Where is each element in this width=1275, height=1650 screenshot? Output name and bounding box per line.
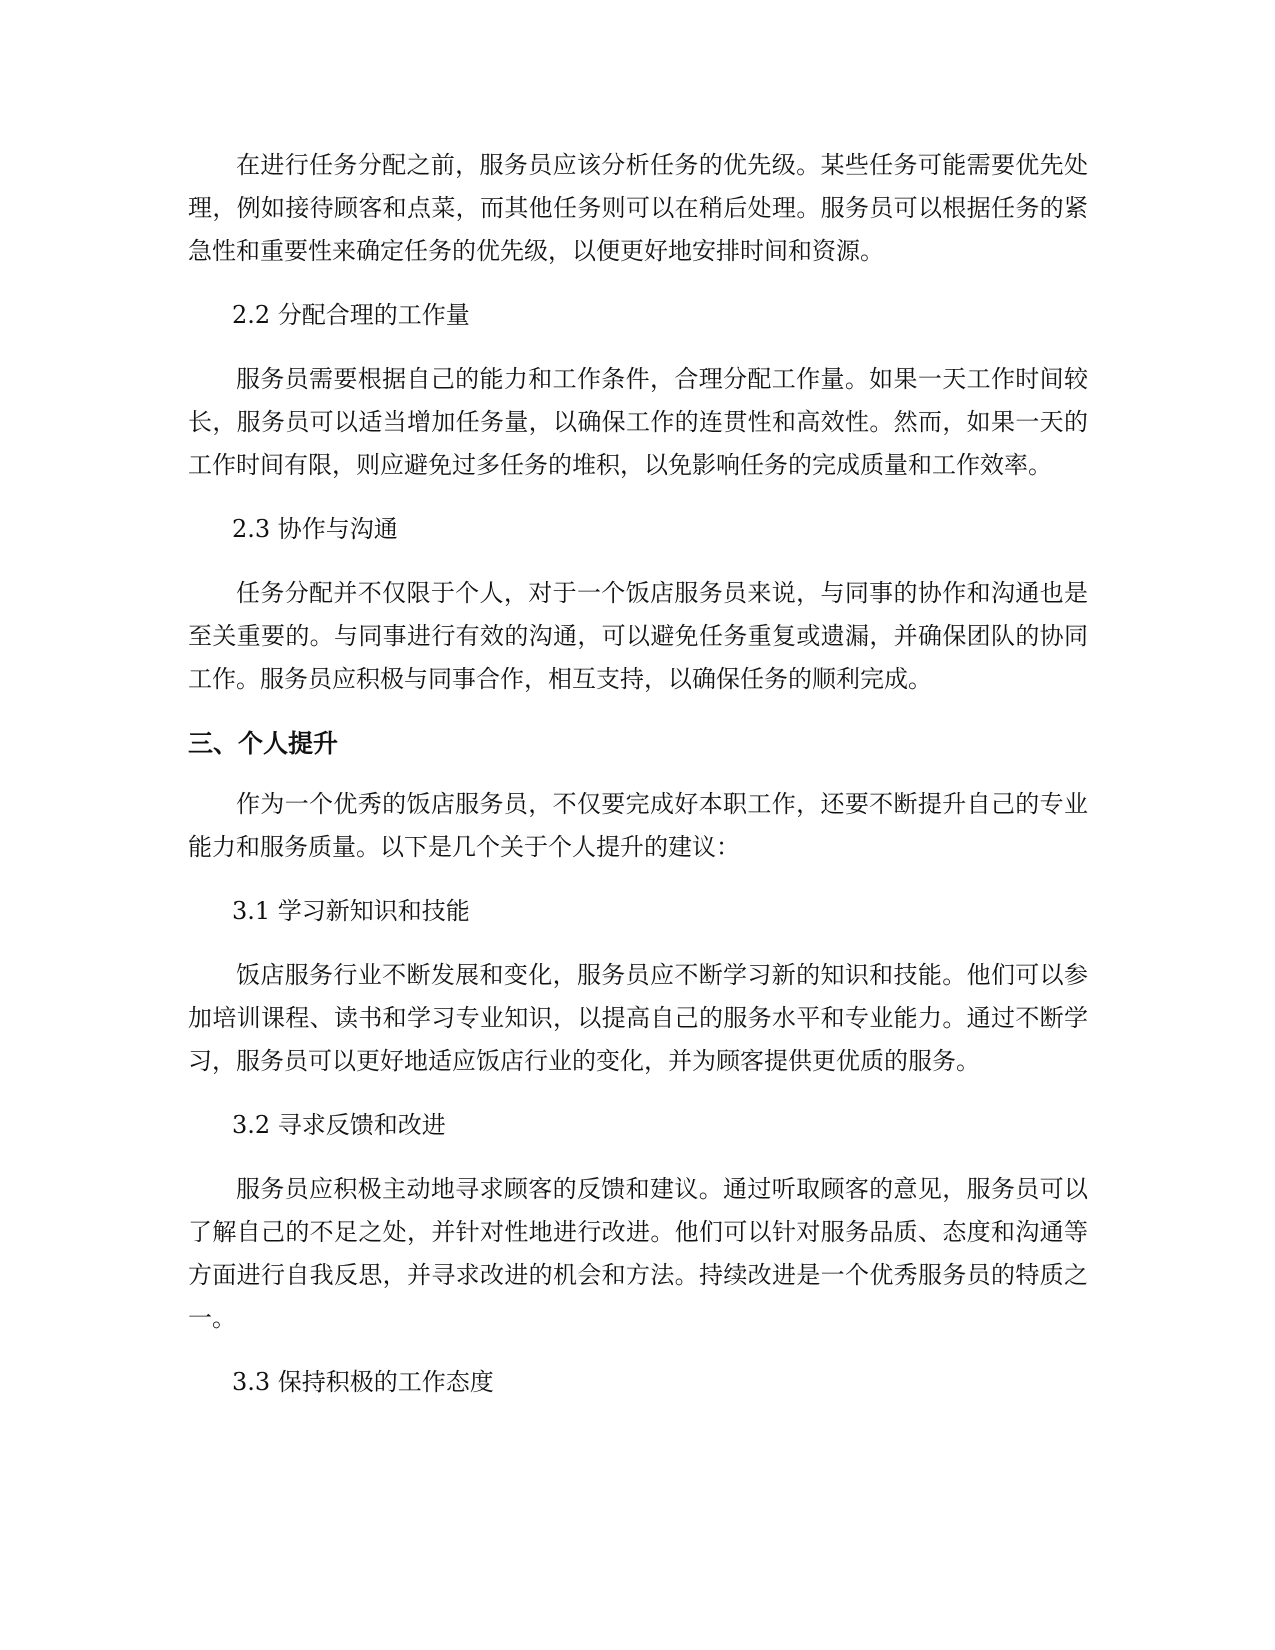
document-body: [188, 144, 1088, 1425]
paragraph-personal-growth-intro: 作为一个优秀的饭店服务员，不仅要完成好本职工作，还要不断提升自己的专业能力和服务质量。以下是几个关于个人提升的建议：: [188, 790, 1088, 861]
paragraph-workload: 服务员需要根据自己的能力和工作条件，合理分配工作量。如果一天工作时间较长，服务员可以适当增加任务量，以确保工作的连贯性和高效性。然而，如果一天的工作时间有限，则应避免过多任务的堆积，以免影响任务的完成质量和工作效率。: [188, 365, 1088, 479]
subheading-2-2: 2.2 分配合理的工作量: [232, 301, 470, 329]
subheading-3-3: 3.3 保持积极的工作态度: [232, 1368, 494, 1396]
paragraph-task-priority: 在进行任务分配之前，服务员应该分析任务的优先级。某些任务可能需要优先处理，例如接待顾客和点菜，而其他任务则可以在稍后处理。服务员可以根据任务的紧急性和重要性来确定任务的优先级，以便更好地安排时间和资源。: [188, 151, 1088, 265]
paragraph-learning: 饭店服务行业不断发展和变化，服务员应不断学习新的知识和技能。他们可以参加培训课程、读书和学习专业知识，以提高自己的服务水平和专业能力。通过不断学习，服务员可以更好地适应饭店行业的变化，并为顾客提供更优质的服务。: [188, 961, 1088, 1075]
paragraph-feedback: 服务员应积极主动地寻求顾客的反馈和建议。通过听取顾客的意见，服务员可以了解自己的不足之处，并针对性地进行改进。他们可以针对服务品质、态度和沟通等方面进行自我反思，并寻求改进的机会和方法。持续改进是一个优秀服务员的特质之一。: [188, 1175, 1088, 1332]
subheading-3-1: 3.1 学习新知识和技能: [232, 897, 470, 925]
subheading-2-3: 2.3 协作与沟通: [232, 515, 398, 543]
subheading-3-2: 3.2 寻求反馈和改进: [232, 1111, 446, 1139]
paragraph-collaboration: 任务分配并不仅限于个人，对于一个饭店服务员来说，与同事的协作和沟通也是至关重要的。与同事进行有效的沟通，可以避免任务重复或遗漏，并确保团队的协同工作。服务员应积极与同事合作，相互支持，以确保任务的顺利完成。: [188, 579, 1088, 693]
section-heading-3: 三、个人提升: [188, 729, 339, 758]
